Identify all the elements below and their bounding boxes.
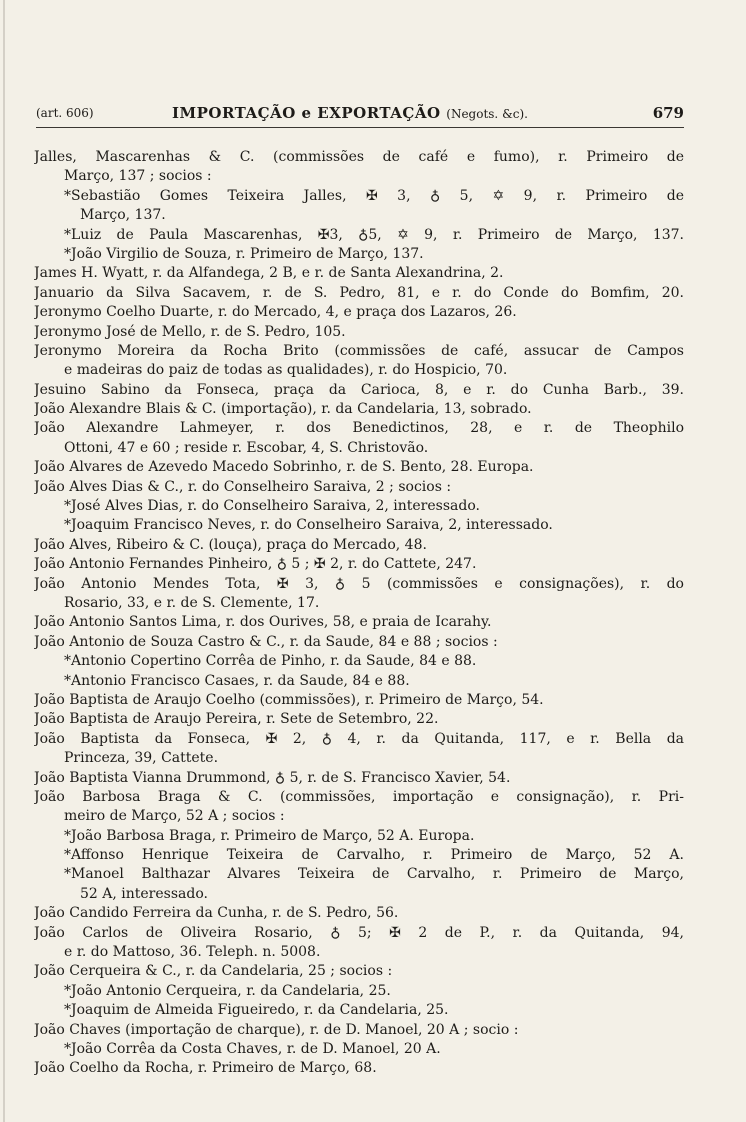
entry-list <box>34 148 684 1079</box>
entry-line: João Alexandre Blais & C. (importação), r. da Candelaria, 13, sobrado. <box>34 401 532 418</box>
entry-line: *João Barbosa Braga, r. Primeiro de Março, 52 A. Europa. <box>64 827 475 844</box>
entry-line: meiro de Março, 52 A ; socios : <box>64 808 285 825</box>
entry-line: Jeronymo Moreira da Rocha Brito (commissões de café, assucar de Campos <box>34 342 684 359</box>
entry-line: *Antonio Copertino Corrêa de Pinho, r. da Saude, 84 e 88. <box>64 653 477 670</box>
entry-line: *Antonio Francisco Casaes, r. da Saude, 84 e 88. <box>64 672 410 689</box>
entry-line: João Alexandre Lahmeyer, r. dos Benedictinos, 28, e r. de Theophilo <box>34 420 684 437</box>
entry-line: Jesuino Sabino da Fonseca, praça da Carioca, 8, e r. do Cunha Barb., 39. <box>34 381 684 398</box>
entry-line: João Cerqueira & C., r. da Candelaria, 25 ; socios : <box>34 963 393 980</box>
entry-line: Jalles, Mascarenhas & C. (commissões de café e fumo), r. Primeiro de <box>34 149 684 165</box>
entry-line: João Coelho da Rocha, r. Primeiro de Março, 68. <box>34 1060 377 1077</box>
entry-line: João Baptista da Fonseca, ✠ 2, ♁ 4, r. da Quitanda, 117, e r. Bella da <box>34 730 684 747</box>
entry-line: João Barbosa Braga & C. (commissões, importação e consignação), r. Pri- <box>34 788 684 805</box>
entry-line: Março, 137 ; socios : <box>64 168 212 185</box>
entry-line: João Alves, Ribeiro & C. (louça), praça do Mercado, 48. <box>34 536 427 553</box>
entry-line: João Antonio Fernandes Pinheiro, ♁ 5 ; ✠ 2, r. do Cattete, 247. <box>34 556 477 573</box>
entry-line: *Joaquim de Almeida Figueiredo, r. da Candelaria, 25. <box>64 1002 449 1019</box>
section-title-sub: (Negots. &c). <box>446 107 528 121</box>
entry-line: Março, 137. <box>80 207 166 224</box>
header-rule <box>36 127 684 128</box>
entry-line: João Alvares de Azevedo Macedo Sobrinho, r. de S. Bento, 28. Europa. <box>34 459 534 476</box>
entry-line: Princeza, 39, Cattete. <box>64 750 219 767</box>
entry-line: João Baptista de Araujo Pereira, r. Sete de Setembro, 22. <box>34 711 439 728</box>
entry-line: Januario da Silva Sacavem, r. de S. Pedro, 81, e r. do Conde do Bomfim, 20. <box>34 284 684 301</box>
entry-line: João Baptista Vianna Drummond, ♁ 5, r. de S. Francisco Xavier, 54. <box>34 769 511 786</box>
entry-line: Jeronymo Coelho Duarte, r. do Mercado, 4, e praça dos Lazaros, 26. <box>34 304 517 321</box>
page-number: 679 <box>652 104 684 122</box>
entry-line: João Candido Ferreira da Cunha, r. de S. Pedro, 56. <box>34 905 399 922</box>
entry-line: Jeronymo José de Mello, r. de S. Pedro, 105. <box>34 323 346 340</box>
section-title <box>172 104 528 122</box>
entry-line: João Alves Dias & C., r. do Conselheiro Saraiva, 2 ; socios : <box>34 478 452 495</box>
entry-line: e r. do Mattoso, 36. Teleph. n. 5008. <box>64 944 321 961</box>
entry-line: João Chaves (importação de charque), r. de D. Manoel, 20 A ; socio : <box>34 1021 519 1038</box>
entry-line: *Manoel Balthazar Alvares Teixeira de Carvalho, r. Primeiro de Março, <box>64 866 684 883</box>
section-title-main: IMPORTAÇÃO e EXPORTAÇÃO <box>172 104 441 122</box>
entry-line: 52 A, interessado. <box>80 885 208 902</box>
page-header <box>36 104 684 126</box>
entry-line: *Luiz de Paula Mascarenhas, ✠3, ♁5, ✡ 9, r. Primeiro de Março, 137. <box>64 226 684 243</box>
entry-line: *João Virgilio de Souza, r. Primeiro de Março, 137. <box>64 245 424 262</box>
entry-line: Rosario, 33, e r. de S. Clemente, 17. <box>64 594 320 611</box>
entry-line: João Antonio de Souza Castro & C., r. da Saude, 84 e 88 ; socios : <box>34 633 498 650</box>
entry-line: João Carlos de Oliveira Rosario, ♁ 5; ✠ 2 de P., r. da Quitanda, 94, <box>34 924 684 941</box>
entry-line: *José Alves Dias, r. do Conselheiro Saraiva, 2, interessado. <box>64 498 480 515</box>
entry-line: e madeiras do paiz de todas as qualidades), r. do Hospicio, 70. <box>64 362 508 379</box>
entry-line: Ottoni, 47 e 60 ; reside r. Escobar, 4, S. Christovão. <box>64 439 429 456</box>
page-edge-shadow <box>3 0 5 1122</box>
entry-line: *Affonso Henrique Teixeira de Carvalho, r. Primeiro de Março, 52 A. <box>64 847 684 864</box>
entry-line: João Antonio Mendes Tota, ✠ 3, ♁ 5 (commissões e consignações), r. do <box>34 575 684 592</box>
article-range: (art. 606) <box>36 106 94 120</box>
entry-line: James H. Wyatt, r. da Alfandega, 2 B, e r. de Santa Alexandrina, 2. <box>34 265 504 282</box>
entry-line: *João Antonio Cerqueira, r. da Candelaria, 25. <box>64 982 391 999</box>
entry-line: João Antonio Santos Lima, r. dos Ourives, 58, e praia de Icarahy. <box>34 614 492 631</box>
entry-line: *João Corrêa da Costa Chaves, r. de D. Manoel, 20 A. <box>64 1040 441 1057</box>
entry-line: João Baptista de Araujo Coelho (commissões), r. Primeiro de Março, 54. <box>34 691 544 708</box>
entry-line: *Sebastião Gomes Teixeira Jalles, ✠ 3, ♁ 5, ✡ 9, r. Primeiro de <box>64 187 684 204</box>
entry-line: *Joaquim Francisco Neves, r. do Conselheiro Saraiva, 2, interessado. <box>64 517 553 534</box>
